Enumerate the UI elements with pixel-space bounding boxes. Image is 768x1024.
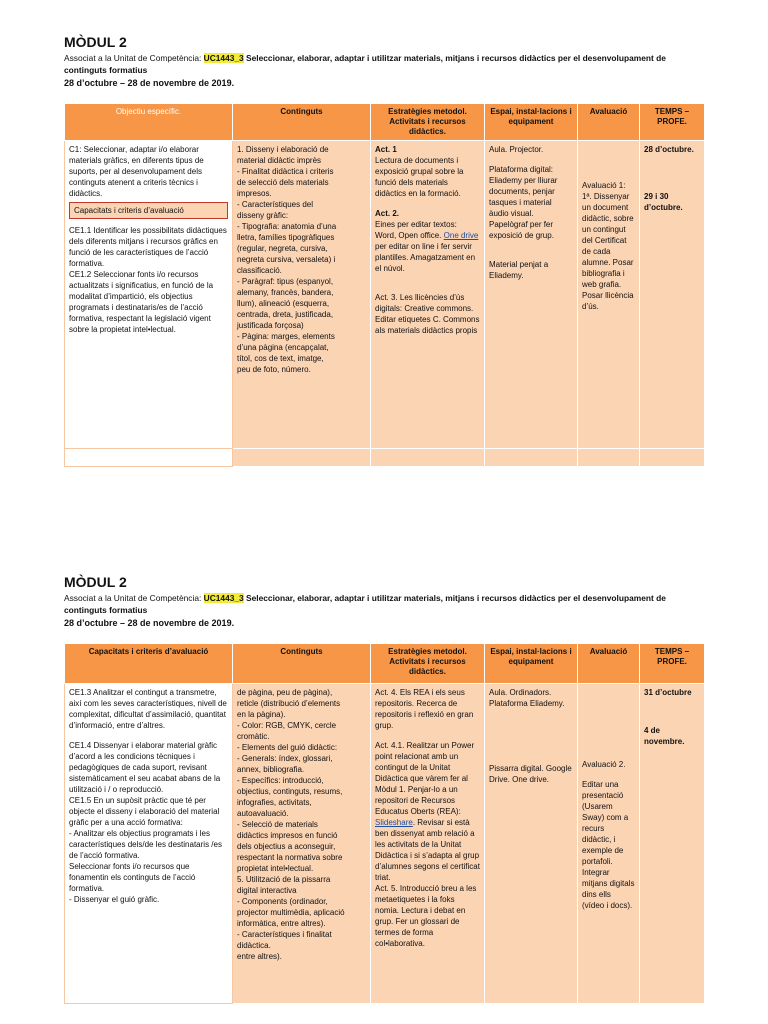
contents-line: - Específics: introducció, [237,776,324,785]
contents-line: projector multimèdia, aplicació [237,908,345,917]
contents-line: respectant la normativa sobre [237,853,343,862]
contents-line: lletra, famílies tipogràfiques [237,233,335,242]
capacities-box: Capacitats i criteris d’avaluació [69,202,228,219]
empty-cell [640,449,705,467]
header-space: Espai, instal·lacions i equipament [485,644,578,684]
one-drive-link[interactable]: One drive [443,231,479,240]
contents-line: llum), alineació (esquerra, [237,299,330,308]
contents-line: d’una pàgina (encapçalat, [237,343,329,352]
slideshare-link[interactable]: Slideshare [375,818,413,827]
module-title: MÒDUL 2 [64,34,127,50]
activity-41-text [375,740,483,883]
evaluation-cell [578,141,640,449]
contents-line: negreta cursiva, versaleta) i [237,255,336,264]
assoc-prefix: Associat a la Unitat de Competència: [64,593,204,603]
module-dates: 28 d’octubre – 28 de novembre de 2019. [64,618,235,628]
contents-line: peu de foto, número. [237,365,311,374]
header-evaluation: Avaluació [578,104,640,141]
contents-cell [233,684,371,1004]
criterion-ce15: CE1.5 En un supòsit pràctic que té per objecte el disseny i elaboració del material gràfic per a una acció formativa: [69,796,222,827]
header-objective: Objectiu específic. [65,104,233,141]
header-contents: Continguts [233,644,371,684]
time-1: 28 d’octubre. [644,145,694,154]
contents-line: - Generals: índex, glossari, [237,754,333,763]
contents-line: alemany, francès, bandera, [237,288,334,297]
section1-table [64,103,705,467]
contents-line: informàtica, entre altres). [237,919,326,928]
contents-line: - Finalitat didàctica i criteris [237,167,334,176]
contents-line: - Components (ordinador, [237,897,328,906]
strategies-cell [371,141,485,449]
contents-line: entre altres). [237,952,282,961]
assoc-text: Seleccionar, elaborar, adaptar i utilitzar materials, mitjans i recursos didàctics per el desenvolupament de continguts formatius [64,53,666,75]
criterion-ce15-item2: Seleccionar fonts i/o recursos que fonamentin els continguts de l’acció formativa. [69,862,198,893]
space-p2: Plataforma digital: Eliademy per lliurar documents, penjar tasques i material àudio visual. Papelògraf per fer exposició de grup. [489,165,560,240]
header-strategies: Estratègies metodol. Activitats i recursos didàctics. [371,644,485,684]
module-title: MÒDUL 2 [64,574,127,590]
contents-line: cromàtic. [237,732,270,741]
assoc-text: Seleccionar, elaborar, adaptar i utilitzar materials, mitjans i recursos didàctics per el desenvolupament de continguts formatius [64,593,666,615]
contents-line: (regular, negreta, cursiva, [237,244,328,253]
contents-line: propietat intel•lectual. [237,864,314,873]
empty-cell [485,449,578,467]
contents-line: - Característiques i finalitat [237,930,332,939]
activity-2-pre: Eines per editar textos: Word, Open office. [375,220,460,240]
space-p1: Aula. Projector. [489,145,544,154]
section2-heading [64,574,704,628]
header-space: Espai, instal·lacions i equipament [485,104,578,141]
activity-5-text: Act. 5. Introducció breu a les metaetiquetes i la foks nomia. Lectura i debat en grup. Fer un glossari de termes de forma col•laborativa. [375,884,479,948]
activity-3-text: Act. 3. Les llicències d’ús digitals: Creative commons. Editar etiquetes C. Commons als materials didàctics propis [375,293,482,335]
header-capacities: Capacitats i criteris d’avaluació [65,644,233,684]
contents-line: annex, bibliografia. [237,765,305,774]
evaluation-cell [578,684,640,1004]
header-time: TEMPS – PROFE. [640,644,705,684]
contents-line: - Pàgina: marges, elements [237,332,335,341]
criterion-ce15-item3: - Dissenyar el guió gràfic. [69,895,160,904]
contents-line: material didàctic imprès [237,156,322,165]
activity-1-title: Act. 1 [375,145,397,154]
empty-cell [65,449,233,467]
contents-line: - Paràgraf: tipus (espanyol, [237,277,334,286]
activity-2-post: per editar on line i fer servir plantilles. Amagatzament en el núvol. [375,231,481,273]
competence-association [64,52,704,76]
contents-line: de pàgina, peu de pàgina), [237,688,333,697]
contents-line: 5. Utilització de la pissarra [237,875,331,884]
space-p3: Material penjat a Eliademy. [489,260,551,280]
empty-cell [578,449,640,467]
contents-line: infografies, activitats, [237,798,312,807]
contents-line: objectius, continguts, resums, [237,787,343,796]
activity-2-title: Act. 2. [375,209,400,218]
contents-line: digital interactiva [237,886,297,895]
activity-1-text: Lectura de documents i exposició grupal sobre la funció dels materials didàctics en la formació. [375,156,466,198]
contents-line: 1. Disseny i elaboració de [237,145,329,154]
competence-association [64,592,704,616]
criterion-ce15-item1: - Analitzar els objectius programats i les característiques dels/de les destinataris /es de l’acció formativa. [69,829,225,860]
capacities-cell [65,684,233,1004]
criterion-ce11: CE1.1 Identificar les possibilitats didàctiques dels diferents mitjans i recursos gràfics en funció de les característiques de l’acció formativa. [69,226,230,268]
time-cell [640,141,705,449]
evaluation-2-text: Editar una presentació (Usarem Sway) com a recurs didàctic, i exemple de portafoli. Integrar mitjans digitals dins ells (vídeo i docs). [582,780,637,910]
criterion-ce12: CE1.2 Seleccionar fonts i/o recursos actualitzats i significatius, en funció de la modalitat d’impartició, els objectius programats i destinataris/es de l’acció formativa, respectant la legislació vigent sobre la propietat intel•lectual. [69,270,216,334]
activity-4-text: Act. 4. Els REA i els seus repositoris. Recerca de repositoris i reflexió en gran grup. [375,688,476,730]
contents-line: - Selecció de materials [237,820,318,829]
section1-heading [64,34,704,88]
unit-code: UC1443_3 [203,53,244,63]
contents-list [237,144,366,375]
time-1: 31 d’octubre [644,688,692,697]
space-cell [485,684,578,1004]
objective-c1: C1: Seleccionar, adaptar i/o elaborar materials gràfics, en diferents tipus de suports, per al desenvolupament dels continguts atenent a criteris tècnics i didàctics. [69,145,206,198]
contents-line: didàctica. [237,941,271,950]
activity-2-text [375,219,480,274]
header-contents: Continguts [233,104,371,141]
contents-list [237,687,366,962]
evaluation-2-title: Avaluació 2. [582,760,626,769]
contents-line: - Color: RGB, CMYK, cercle [237,721,337,730]
unit-code: UC1443_3 [203,593,244,603]
contents-line: - Característiques del [237,200,314,209]
header-time: TEMPS – PROFE. [640,104,705,141]
contents-line: centrada, dreta, justificada, [237,310,334,319]
activity-41-pre: Act. 4.1. Realitzar un Power point relacionat amb un contingut de la Unitat Didàctica que vàrem fer al Mòdul 1. Penjar-lo a un repositori de Recursos Educatus Oberts (REA): [375,741,477,816]
header-evaluation: Avaluació [578,644,640,684]
strategies-cell [371,684,485,1004]
contents-cell [233,141,371,449]
time-cell [640,684,705,1004]
contents-line: - Elements del guió didàctic: [237,743,338,752]
module-dates: 28 d’octubre – 28 de novembre de 2019. [64,78,235,88]
empty-cell [371,449,485,467]
contents-line: dels objectius a aconseguir, [237,842,336,851]
evaluation-1-text: Avaluació 1: 1ª. Dissenyar un document didàctic, sobre un contingut del Certificat de cada alumne. Posar bibliografia i web grafia. Posar llicència d’ús. [582,181,636,311]
header-strategies: Estratègies metodol. Activitats i recursos didàctics. [371,104,485,141]
assoc-prefix: Associat a la Unitat de Competència: [64,53,204,63]
contents-line: - Tipografia: anatomia d’una [237,222,337,231]
contents-line: de selecció dels materials [237,178,329,187]
contents-line: classificació. [237,266,282,275]
space-p1: Aula. Ordinadors. Plataforma Eliademy. [489,688,565,708]
contents-line: disseny gràfic: [237,211,289,220]
criterion-ce14: CE1.4 Dissenyar i elaborar material gràfic d’acord a les condicions tècniques i pedagògiques de cada suport, revisant sistemàticament el seu acabat abans de la utilització i / o reproducció. [69,741,223,794]
contents-line: justificada forçosa) [237,321,304,330]
contents-line: en la pàgina). [237,710,286,719]
time-2: 29 i 30 d’octubre. [644,192,683,212]
contents-line: impresos. [237,189,272,198]
space-p2: Pissarra digital. Google Drive. One drive. [489,764,574,784]
criterion-ce13: CE1.3 Analitzar el contingut a transmetre, així com les seves característiques, nivell de complexitat, dificultat d’assimilació, quantitat d’informació, entre d’altres. [69,688,230,730]
activity-41-post: . Revisar si està ben dissenyat amb relació a les activitats de la Unitat Didàctica i si s’adapta al grup d’alumnes segons el certificat triat. [375,818,483,882]
empty-cell [233,449,371,467]
space-cell [485,141,578,449]
section2-table [64,643,705,1004]
contents-line: reticle (distribució d’elements [237,699,341,708]
objective-cell [65,141,233,449]
contents-line: didàctics impresos en funció [237,831,338,840]
contents-line: títol, cos de text, imatge, [237,354,324,363]
time-2: 4 de novembre. [644,726,685,746]
contents-line: autoavaluació. [237,809,289,818]
